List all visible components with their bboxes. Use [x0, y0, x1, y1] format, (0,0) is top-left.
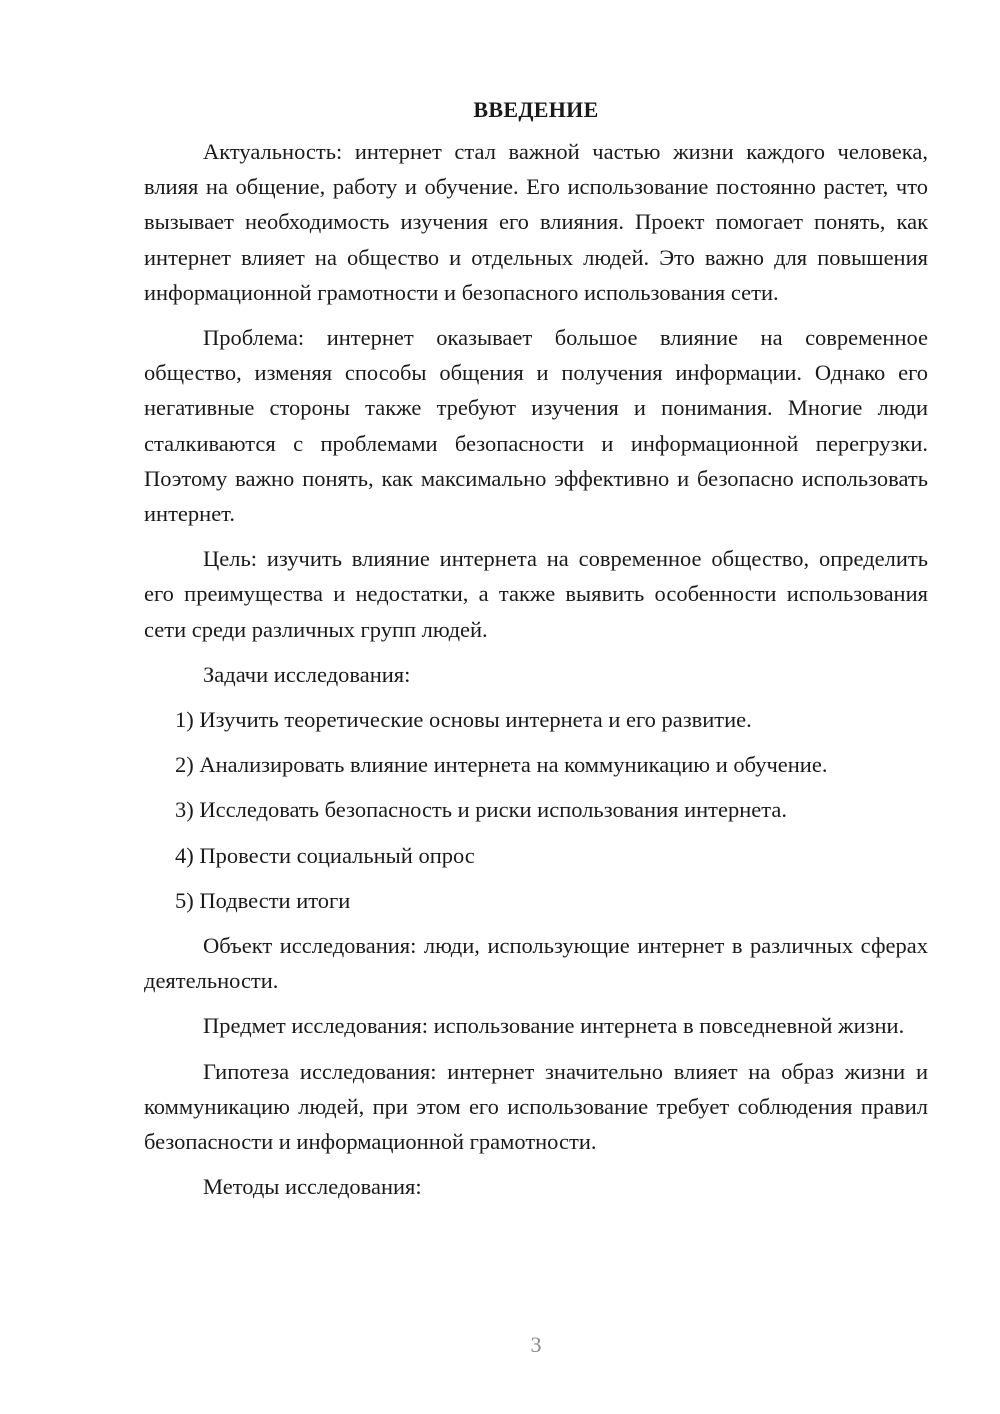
task-item: 4) Провести социальный опрос: [175, 842, 475, 868]
page-number: 3: [530, 1332, 542, 1357]
hypothesis-paragraph: Гипотеза исследования: интернет значительно влияет на образ жизни и коммуникацию людей, при этом его использование требует соблюдения правил безопасности и информационной грамотности.: [144, 1058, 928, 1155]
tasks-heading: Задачи исследования:: [203, 661, 411, 687]
goal-paragraph: Цель: изучить влияние интернета на современное общество, определить его преимущества и недостатки, а также выявить особенности использования сети среди различных групп людей.: [144, 546, 928, 642]
document-page: [144, 95, 928, 1214]
task-item: 5) Подвести итоги: [175, 887, 351, 913]
task-item: 3) Исследовать безопасность и риски использования интернета.: [175, 797, 787, 823]
subject-paragraph: Предмет исследования: использование интернета в повседневной жизни.: [203, 1013, 905, 1039]
problem-paragraph: Проблема: интернет оказывает большое влияние на современное общество, изменяя способы общения и получения информации. Однако его негативные стороны также требуют изучения и понимания. Многие люди сталкиваются с проблемами безопасности и информационной перегрузки. Поэтому важно понять, как максимально эффективно и безопасно использовать интернет.: [144, 325, 928, 527]
task-item: 2) Анализировать влияние интернета на коммуникацию и обучение.: [175, 752, 828, 778]
relevance-paragraph: Актуальность: интернет стал важной частью жизни каждого человека, влияя на общение, работу и обучение. Его использование постоянно растет, что вызывает необходимость изучения его влияния. Проект помогает понять, как интернет влияет на общество и отдельных людей. Это важно для повышения информационной грамотности и безопасного использования сети.: [144, 139, 928, 305]
tasks-list: [144, 702, 928, 918]
object-paragraph: Объект исследования: люди, использующие интернет в различных сферах деятельности.: [144, 933, 928, 994]
task-item: 1) Изучить теоретические основы интернета и его развитие.: [175, 707, 752, 733]
section-title: ВВЕДЕНИЕ: [473, 97, 599, 122]
methods-heading: Методы исследования:: [203, 1174, 422, 1200]
